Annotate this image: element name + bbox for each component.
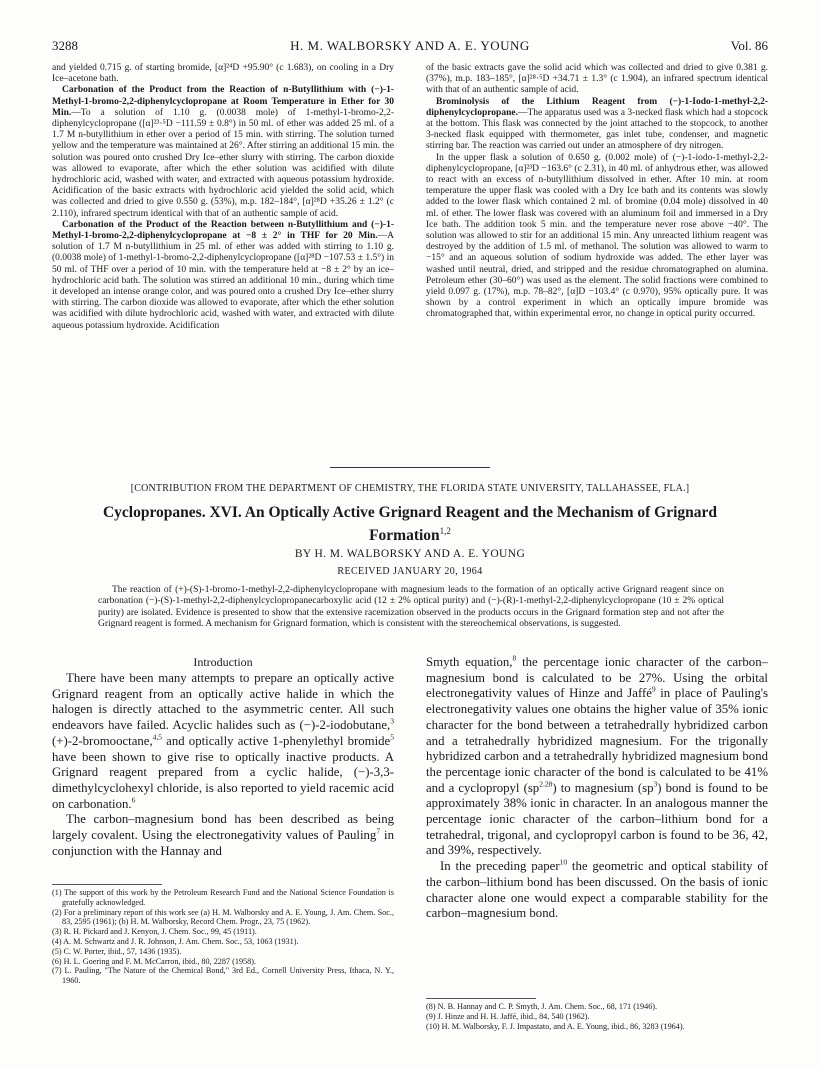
abstract: The reaction of (+)-(S)-1-bromo-1-methyl-2,2-diphenylcyclopropane with magnesium leads to the formation of an optically active Grignard reagent since on carbonation (−)-(S)-1-methyl-2,2-diphenylcyclopropanecarboxylic acid (12 ± 2% optical purity) and (−)-(R)-1-methyl-2,2-diphenylcyclopropane (10 ± 2% optical purity) are isolated. Evidence is presented to show that the extensive racemization observed in the products occurs in the Grignard formation step and not after the Grignard reagent is formed. A mechanism for Grignard formation, which is consistent with the stereochemical observations, is suggested. xyxy=(98,585,724,630)
footnote: (7) L. Pauling, "The Nature of the Chemical Bond," 3rd Ed., Cornell University Press, Ithaca, N. Y., 1960. xyxy=(52,966,394,986)
paragraph: In the upper flask a solution of 0.650 g. (0.002 mole) of (−)-1-iodo-1-methyl-2,2-diphenylcyclopropane, [α]²³D −163.6° (c 2.31), in 40 ml. of anhydrous ether, was allowed to react with an excess of n-butyllithium dissolved in ether. After 10 min. at room temperature the upper flask was cooled with a Dry Ice bath and its contents was slowly added to the lower flask which contained 2 ml. of bromine (0.04 mole) dissolved in 40 ml. of ether. The lower flask was covered with an aluminum foil and immersed in a Dry Ice bath. The addition took 5 min. and the temperature never rose above −40°. The solution was allowed to stir for an additional 15 min. Any unreacted lithium reagent was destroyed by the addition of 1.5 ml. of methanol. The solution was allowed to warm to −15° and an aqueous solution of sodium hydroxide was added. The ether layer was washed until neutral, dried, and stripped and the residue chromatographed on alumina. Petroleum ether (30–60°) was used as the element. The solid fractions were combined to yield 0.097 g. (17%), m.p. 78–82°, [α]D −103.4° (c 0.970), 95% optically pure. It was shown by a control experiment in which an optically impure bromide was chromatographed that, within experimental error, no change in optical purity occurred. xyxy=(426,152,768,320)
experimental-left-column xyxy=(52,63,394,332)
footnote-separator xyxy=(426,998,536,999)
paragraph: Brominolysis of the Lithium Reagent from (−)-1-Iodo-1-methyl-2,2-diphenylcyclopropane.—The apparatus used was a 3-necked flask which had a stopcock at the bottom. This flask was connected by the joint attached to the stopcock, to another 3-necked flask equipped with thermometer, gas inlet tube, condenser, and magnetic stirring bar. The reaction was carried out under an atmosphere of dry nitrogen. xyxy=(426,96,768,152)
paragraph: Smyth equation,$^8$ the percentage ionic character of the carbon–magnesium bond is calculated to be 27%. Using the orbital electronegativity values of Hinze and Jaffé$^9$ in place of Pauling's electronegativity values one obtains the higher value of 35% ionic character for the bond between a tetrahedrally hybridized carbon and a tetrahedrally hybridized magnesium. For the trigonally hybridized carbon and a tetrahedrally hybridized magnesium bond the percentage ionic character of the bond is calculated to be 41% and a cyclopropyl $(sp^{2.28})$ to magnesium $(sp^3)$ bond is found to be approximately 38% ionic in character. In an analogous manner the percentage ionic character of the carbon–lithium bond for a tetrahedral, trigonal, and cyclopropyl carbon is found to be 36, 42, and 39%, respectively. xyxy=(426,653,768,858)
paragraph: Carbonation of the Product of the Reaction between n-Butyllithium and (−)-1-Methyl-1-bromo-2,2-diphenylcyclopropane at −8 ± 2° in THF for 20 Min.—A solution of 1.7 M n-butyllithium in 25 ml. of ether was added with stirring to 1.10 g. (0.0038 mole) of 1-methyl-1-bromo-2,2-diphenylcyclopropane ([α]²⁸D −107.53 ± 1.5°) in 50 ml. of THF over a period of 10 min. with the temperature held at −8 ± 2° by an ice–hydrochloric acid bath. The solution was stirred an additional 10 min., during which time it developed an intense orange color, and was poured onto a crushed Dry Ice–ether slurry with stirring. The carbon dioxide was allowed to evaporate, after which the ether solution was acidified with dilute hydrochloric acid, washed with water, and extracted with dilute aqueous potassium hydroxide. Acidification xyxy=(52,219,394,331)
footnote: (4) A. M. Schwartz and J. R. Johnson, J. Am. Chem. Soc., 53, 1063 (1931). xyxy=(52,936,299,946)
volume-label: Vol. 86 xyxy=(730,38,768,53)
section-heading: Introduction xyxy=(193,655,253,669)
introduction-right-column xyxy=(426,655,768,922)
footnote: (9) J. Hinze and H. H. Jaffé, ibid., 84, 540 (1962). xyxy=(426,1011,590,1021)
section-run-in-head: Carbonation of the Product from the Reaction of n-Butyllithium with (−)-1-Methyl-1-bromo-2,2-diphenylcyclopropane at Room Temperature in Ether for 30 Min. xyxy=(52,85,394,118)
paragraph: In the preceding paper$^{10}$ the geometric and optical stability of the carbon–lithium bond has been discussed. On the basis of ionic character alone one would expect a comparable stability for the carbon–magnesium bond. xyxy=(426,857,768,921)
page-number: 3288 xyxy=(52,38,78,53)
experimental-right-column xyxy=(426,63,768,321)
footnote: (6) H. L. Goering and F. M. McCarron, ibid., 80, 2287 (1958). xyxy=(52,956,257,966)
received-date: RECEIVED JANUARY 20, 1964 xyxy=(337,566,483,577)
section-run-in-head: Carbonation of the Product of the Reaction between n-Butyllithium and (−)-1-Methyl-1-bromo-2,2-diphenylcyclopropane at −8 ± 2° in THF for 20 Min. xyxy=(52,219,394,242)
footnotes-right xyxy=(426,1002,768,1031)
section-divider xyxy=(330,467,490,468)
paragraph: The carbon–magnesium bond has been described as being largely covalent. Using the electronegativity values of Pauling$^7$ in conjunction with the Hannay and xyxy=(52,812,395,858)
paragraph: Carbonation of the Product from the Reaction of n-Butyllithium with (−)-1-Methyl-1-bromo-2,2-diphenylcyclopropane at Room Temperature in Ether for 30 Min.—To a solution of 1.10 g. (0.0038 mole) of 1-methyl-1-bromo-2,2-diphenylcyclopropane ([α]²³·⁵D −111.59 ± 0.8°) in 50 ml. of ether was added 25 ml. of a 1.7 M n-butyllithium in ether over a period of 15 min. with stirring. The solution turned yellow and the temperature was maintained at 26°. After stirring an additional 15 min. the solution was poured onto crushed Dry Ice–ether slurry with stirring. The carbon dioxide was allowed to evaporate, after which the ether solution was acidified with dilute hydrochloric acid, washed with water, and extracted with aqueous potassium hydroxide. Acidification of the basic extracts with hydrochloric acid yielded the solid acid, which was collected and dried to give 0.550 g. (53%), m.p. 182–184°, [α]²⁸D +35.26 ± 1.2° (c 2.110), infrared spectrum identical with that of an authentic sample of acid. xyxy=(52,85,394,219)
footnote-separator xyxy=(52,884,162,885)
footnotes-left xyxy=(52,888,394,986)
paragraph: of the basic extracts gave the solid acid which was collected and dried to give 0.381 g. (37%), m.p. 183–185°, [α]²⁸·⁵D +34.71 ± 1.3° (c 1.904), an infrared spectrum identical with that of an authentic sample of acid. xyxy=(426,63,768,96)
footnote: (5) C. W. Porter, ibid., 57, 1436 (1935). xyxy=(52,946,182,956)
footnote: (2) For a preliminary report of this work see (a) H. M. Walborsky and A. E. Young, J. Am. Chem. Soc., 83, 2595 (1961); (b) H. M. Walborsky, Record Chem. Progr., 23, 75 (1962). xyxy=(52,907,394,927)
contribution-line: [CONTRIBUTION FROM THE DEPARTMENT OF CHEMISTRY, THE FLORIDA STATE UNIVERSITY, TALLAHASSEE, FLA.] xyxy=(130,483,690,494)
paragraph: There have been many attempts to prepare an optically active Grignard reagent from an optically active halide in which the halogen is directly attached to the asymmetric center. All such endeavors have failed. Acyclic halides such as (−)-2-iodobutane,$^3$ (+)-2-bromooctane,$^{4,5}$ and optically active 1-phenylethyl bromide$^5$ have been shown to give rise to optically inactive products. A Grignard reagent prepared from a cyclic halide, (−)-3,3-dimethylcyclohexyl chloride, is also reported to yield racemic acid on carbonation.$^6$ xyxy=(52,671,394,811)
section-run-in-head: Brominolysis of the Lithium Reagent from (−)-1-Iodo-1-methyl-2,2-diphenylcyclopropane. xyxy=(426,96,768,118)
footnote: (10) H. M. Walborsky, F. J. Impastato, and A. E. Young, ibid., 86, 3283 (1964). xyxy=(426,1021,685,1031)
footnote: (3) R. H. Pickard and J. Kenyon, J. Chem. Soc., 99, 45 (1911). xyxy=(52,927,257,937)
footnote: (8) N. B. Hannay and C. P. Smyth, J. Am. Chem. Soc., 68, 171 (1946). xyxy=(426,1002,658,1011)
article-title: Cyclopropanes. XVI. An Optically Active Grignard Reagent and the Mechanism of Grignard Formation$^{1,2}$ xyxy=(102,504,718,545)
author-byline: BY H. M. WALBORSKY AND A. E. YOUNG xyxy=(294,548,526,560)
footnote: (1) The support of this work by the Petroleum Research Fund and the National Science Foundation is gratefully acknowledged. xyxy=(52,888,394,907)
running-header xyxy=(52,38,768,54)
running-title: H. M. WALBORSKY AND A. E. YOUNG xyxy=(290,38,530,53)
introduction-left-column xyxy=(52,671,394,859)
paragraph: and yielded 0.715 g. of starting bromide, [α]²⁴D +95.90° (c 1.683), on cooling in a Dry Ice–acetone bath. xyxy=(52,63,394,85)
